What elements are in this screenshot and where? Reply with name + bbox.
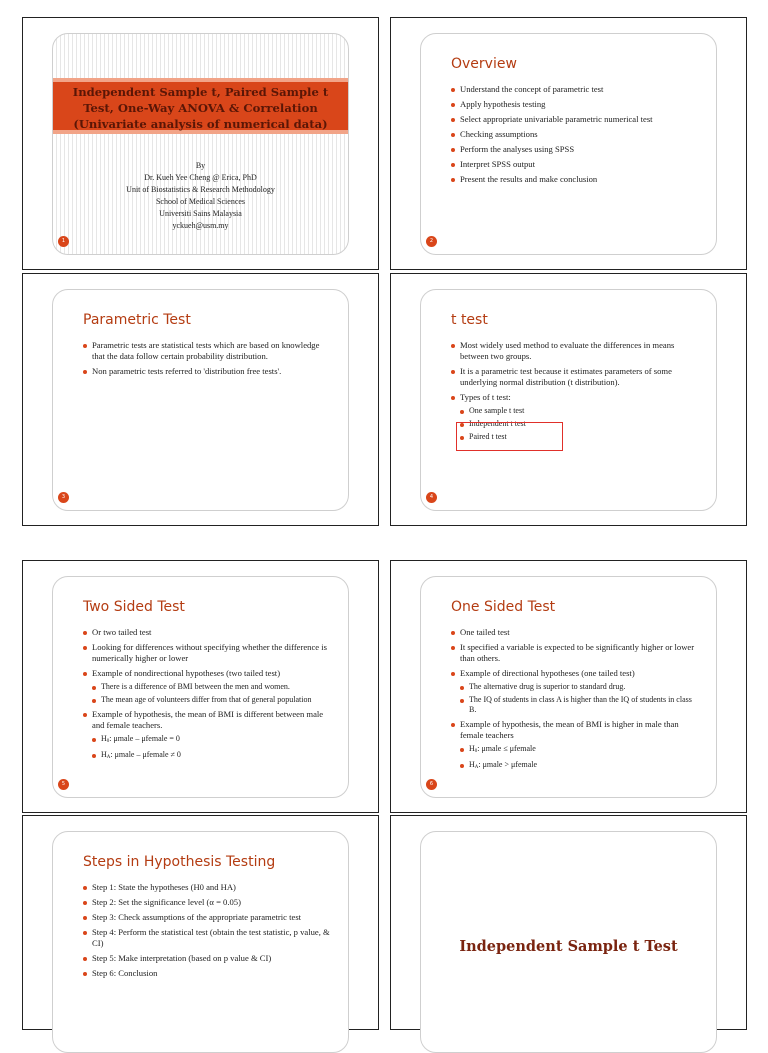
slide-title: Parametric Test bbox=[83, 312, 191, 328]
list-item: Step 5: Make interpretation (based on p value & CI) bbox=[83, 953, 330, 964]
slide-3-parametric-test bbox=[52, 289, 349, 511]
sub-list-item: The IQ of students in class A is higher than the IQ of students in class B. bbox=[460, 695, 698, 715]
list-item: One tailed test bbox=[451, 627, 698, 638]
slide-1-title bbox=[52, 33, 349, 255]
slide-title: One Sided Test bbox=[451, 599, 556, 615]
bullet-list bbox=[83, 882, 330, 983]
page-number-badge: 5 bbox=[58, 779, 69, 790]
highlight-box bbox=[456, 422, 563, 451]
list-item: Perform the analyses using SPSS bbox=[451, 144, 698, 155]
list-item: Non parametric tests referred to 'distribution free tests'. bbox=[83, 366, 330, 377]
hypothesis-alternative: $H_A$: μmale – μfemale ≠ 0 bbox=[92, 750, 330, 763]
sub-list-item: The mean age of volunteers differ from that of general population bbox=[92, 695, 330, 705]
hypothesis-null: $H_0$: μmale – μfemale = 0 bbox=[92, 734, 330, 747]
list-item: Looking for differences without specifying whether the difference is numerically higher or lower bbox=[83, 642, 330, 664]
list-item bbox=[83, 668, 330, 705]
page-number-badge: 4 bbox=[426, 492, 437, 503]
slide-2-overview bbox=[420, 33, 717, 255]
list-item: Understand the concept of parametric test bbox=[451, 84, 698, 95]
hypothesis-null-text: μmale – μfemale = 0 bbox=[113, 734, 180, 743]
author-unit: Unit of Biostatistics & Research Methodology bbox=[126, 185, 275, 194]
slide-8-section-title bbox=[420, 831, 717, 1053]
list-item bbox=[83, 709, 330, 763]
list-item: Select appropriate univariable parametric numerical test bbox=[451, 114, 698, 125]
bullet-list bbox=[83, 340, 330, 381]
list-item: It is a parametric test because it estimates parameters of some underlying normal distribution (t distribution). bbox=[451, 366, 698, 388]
title-line-1: Independent Sample t, Paired Sample t bbox=[72, 85, 329, 99]
list-item-text: Example of nondirectional hypotheses (two tailed test) bbox=[92, 668, 281, 678]
author-school: School of Medical Sciences bbox=[155, 197, 246, 206]
slide-title: Steps in Hypothesis Testing bbox=[83, 854, 276, 870]
sub-list-item: One sample t test bbox=[460, 406, 698, 416]
sub-list-item: The alternative drug is superior to standard drug. bbox=[460, 682, 698, 692]
title-line-2: Test, One-Way ANOVA & Correlation bbox=[83, 101, 318, 115]
sub-list bbox=[92, 734, 330, 763]
slide-title: t test bbox=[451, 312, 488, 328]
list-item-text: Example of hypothesis, the mean of BMI is different between male and female teachers. bbox=[92, 709, 324, 730]
list-item-text: Example of directional hypotheses (one tailed test) bbox=[460, 668, 635, 678]
page-number-badge: 2 bbox=[426, 236, 437, 247]
sub-list-item: Paired t test bbox=[460, 432, 698, 442]
sub-list bbox=[92, 682, 330, 705]
author-name: Dr. Kueh Yee Cheng @ Erica, PhD bbox=[144, 173, 257, 182]
list-item: Step 2: Set the significance level (α = 0.05) bbox=[83, 897, 330, 908]
section-title: Independent Sample t Test bbox=[459, 938, 678, 955]
slide-5-two-sided-test bbox=[52, 576, 349, 798]
page-number-badge: 1 bbox=[58, 236, 69, 247]
list-item bbox=[451, 719, 698, 773]
byline bbox=[53, 160, 348, 232]
slide-title: Overview bbox=[451, 56, 517, 72]
title-line-3: (Univariate analysis of numerical data) bbox=[73, 117, 328, 131]
slide-6-one-sided-test bbox=[420, 576, 717, 798]
slide-4-t-test bbox=[420, 289, 717, 511]
page-number-badge: 3 bbox=[58, 492, 69, 503]
list-item: Step 6: Conclusion bbox=[83, 968, 330, 979]
hypothesis-alt-text: μmale > μfemale bbox=[482, 760, 538, 769]
list-item: Step 4: Perform the statistical test (obtain the test statistic, p value, & CI) bbox=[83, 927, 330, 949]
list-item: Present the results and make conclusion bbox=[451, 174, 698, 185]
bullet-list bbox=[451, 627, 698, 777]
sub-list-item: There is a difference of BMI between the men and women. bbox=[92, 682, 330, 692]
bullet-list bbox=[83, 627, 330, 767]
list-item: Apply hypothesis testing bbox=[451, 99, 698, 110]
hypothesis-alternative: $H_A$: μmale > μfemale bbox=[460, 760, 698, 773]
title-band bbox=[53, 78, 348, 134]
list-item: Most widely used method to evaluate the differences in means between two groups. bbox=[451, 340, 698, 362]
list-item bbox=[451, 668, 698, 715]
list-item-text: Example of hypothesis, the mean of BMI is higher in male than female teachers bbox=[460, 719, 679, 740]
list-item: Or two tailed test bbox=[83, 627, 330, 638]
hypothesis-null: $H_0$: μmale ≤ μfemale bbox=[460, 744, 698, 757]
list-item: Step 3: Check assumptions of the appropriate parametric test bbox=[83, 912, 330, 923]
slide-7-steps bbox=[52, 831, 349, 1053]
list-item: Step 1: State the hypotheses (H0 and HA) bbox=[83, 882, 330, 893]
author-email: yckueh@usm.my bbox=[172, 221, 229, 230]
author-university: Universiti Sains Malaysia bbox=[159, 209, 242, 218]
list-item: It specified a variable is expected to be significantly higher or lower than others. bbox=[451, 642, 698, 664]
list-item-text: Types of t test: bbox=[460, 392, 511, 402]
sub-list bbox=[460, 682, 698, 715]
list-item: Parametric tests are statistical tests which are based on knowledge that the data follow certain probability distribution. bbox=[83, 340, 330, 362]
slide-title: Two Sided Test bbox=[83, 599, 185, 615]
bullet-list bbox=[451, 84, 698, 189]
list-item: Checking assumptions bbox=[451, 129, 698, 140]
list-item: Interpret SPSS output bbox=[451, 159, 698, 170]
sub-list-item: Independent t test bbox=[460, 419, 698, 429]
page-number-badge: 6 bbox=[426, 779, 437, 790]
hypothesis-null-text: μmale ≤ μfemale bbox=[481, 744, 536, 753]
sub-list bbox=[460, 744, 698, 773]
byline-by: By bbox=[195, 161, 206, 170]
hypothesis-alt-text: μmale – μfemale ≠ 0 bbox=[114, 750, 181, 759]
